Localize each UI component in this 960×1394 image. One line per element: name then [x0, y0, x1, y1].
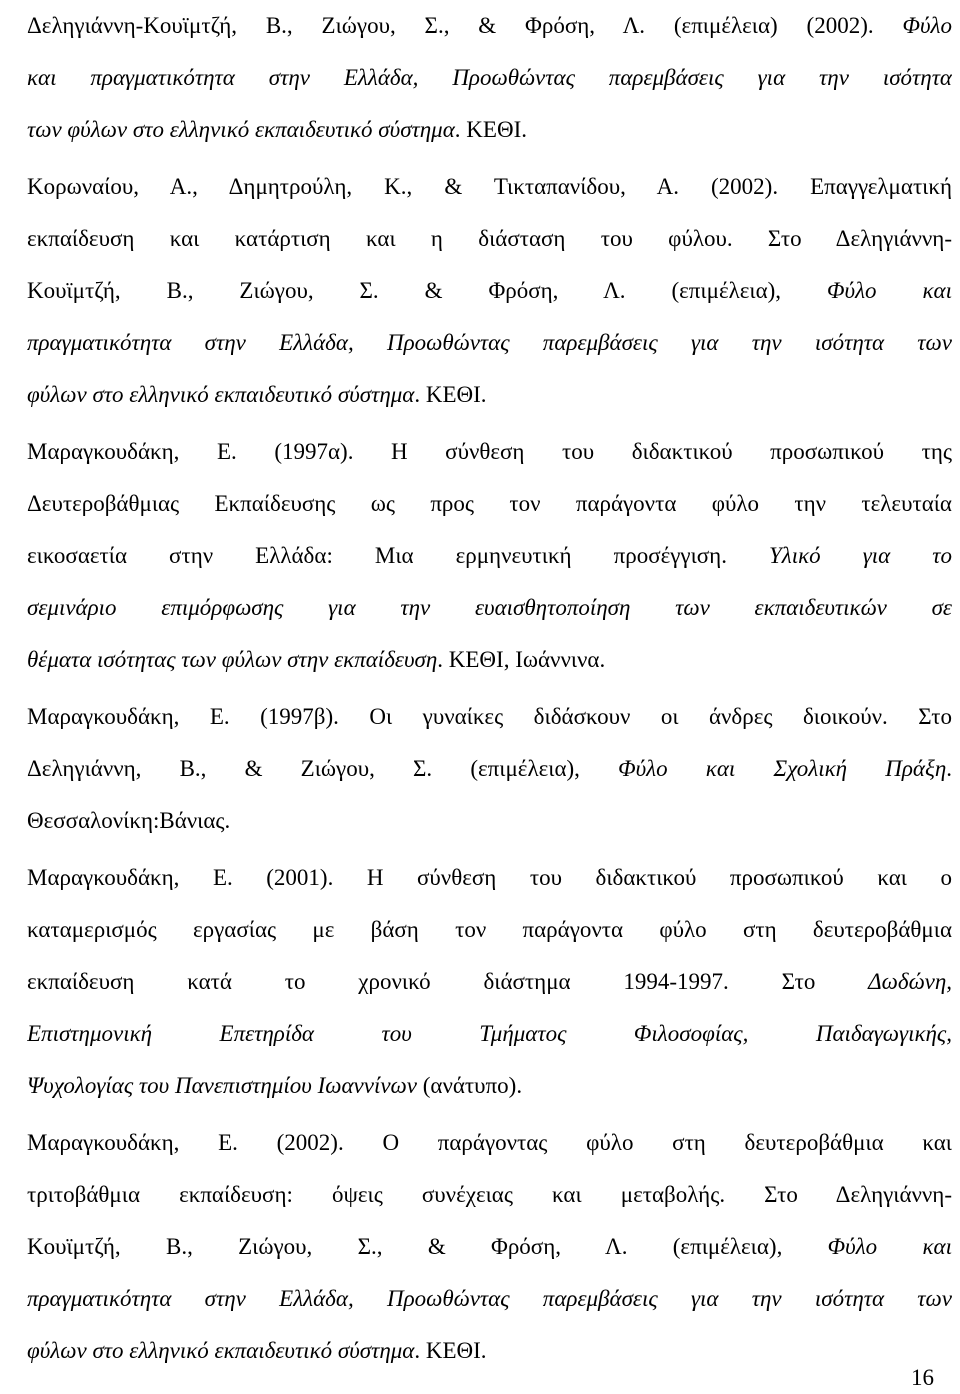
- italic-text: φύλων στο ελληνικό εκπαιδευτικό σύστημα: [27, 382, 415, 407]
- text-segment: (ανάτυπο).: [417, 1073, 523, 1098]
- italic-text: Ψυχολογίας του Πανεπιστημίου Ιωαννίνων: [27, 1073, 418, 1098]
- italic-text: Φύλο: [902, 13, 952, 38]
- italic-text: Δωδώνη,: [868, 969, 952, 994]
- reference-line: [27, 317, 952, 369]
- text-segment: Δεληγιάννη, Β., & Ζιώγου, Σ. (επιμέλεια),: [27, 756, 619, 781]
- text-segment: Θεσσαλονίκη:Βάνιας.: [27, 808, 231, 833]
- reference-line: [27, 904, 952, 956]
- italic-text: Φύλο και: [827, 278, 952, 303]
- reference-line: [27, 161, 952, 213]
- reference-line: [27, 743, 952, 795]
- reference-entry: [27, 1117, 952, 1377]
- text-segment: εκπαίδευση κατά το χρονικό διάστημα 1994-1997. Στο: [27, 969, 869, 994]
- italic-text: σεμινάριο επιμόρφωσης για την ευαισθητοποίηση των εκπαιδευτικών σε: [27, 595, 952, 620]
- reference-list: [27, 0, 952, 1377]
- reference-line: [27, 1117, 952, 1169]
- text-segment: Κουϊμτζή, Β., Ζιώγου, Σ., & Φρόση, Λ. (επιμέλεια),: [27, 1234, 828, 1259]
- reference-entry: [27, 691, 952, 847]
- text-segment: Δευτεροβάθμιας Εκπαίδευσης ως προς τον παράγοντα φύλο την τελευταία: [27, 491, 952, 516]
- text-segment: τριτοβάθμια εκπαίδευση: όψεις συνέχειας και μεταβολής. Στο Δεληγιάννη-: [27, 1182, 952, 1207]
- reference-line: [27, 1060, 952, 1112]
- italic-text: Υλικό για το: [768, 543, 952, 568]
- text-segment: Κουϊμτζή, Β., Ζιώγου, Σ. & Φρόση, Λ. (επιμέλεια),: [27, 278, 828, 303]
- text-segment: Μαραγκουδάκη, Ε. (1997α). Η σύνθεση του διδακτικού προσωπικού της: [27, 439, 952, 464]
- reference-line: [27, 52, 952, 104]
- reference-entry: [27, 161, 952, 421]
- text-segment: εικοσαετία στην Ελλάδα: Μια ερμηνευτική προσέγγιση.: [27, 543, 769, 568]
- reference-line: [27, 795, 952, 847]
- italic-text: πραγματικότητα στην Ελλάδα, Προωθώντας παρεμβάσεις για την ισότητα των: [27, 330, 952, 355]
- reference-line: [27, 1008, 952, 1060]
- reference-line: [27, 530, 952, 582]
- italic-text: και πραγματικότητα στην Ελλάδα, Προωθώντας παρεμβάσεις για την ισότητα: [27, 65, 952, 90]
- text-segment: . ΚΕΘΙ, Ιωάννινα.: [437, 647, 606, 672]
- reference-line: [27, 956, 952, 1008]
- text-segment: Κορωναίου, Α., Δημητρούλη, Κ., & Τικταπανίδου, Α. (2002). Επαγγελματική: [27, 174, 952, 199]
- text-segment: Μαραγκουδάκη, Ε. (2002). Ο παράγοντας φύλο στη δευτεροβάθμια και: [27, 1130, 952, 1155]
- italic-text: Φύλο και: [827, 1234, 952, 1259]
- italic-text: θέματα ισότητας των φύλων στην εκπαίδευση: [27, 647, 438, 672]
- italic-text: των φύλων στο ελληνικό εκπαιδευτικό σύστημα: [27, 117, 455, 142]
- reference-line: [27, 1273, 952, 1325]
- text-segment: Μαραγκουδάκη, Ε. (2001). Η σύνθεση του διδακτικού προσωπικού και ο: [27, 865, 952, 890]
- reference-line: [27, 852, 952, 904]
- reference-line: [27, 426, 952, 478]
- text-segment: Μαραγκουδάκη, Ε. (1997β). Οι γυναίκες διδάσκουν οι άνδρες διοικούν. Στο: [27, 704, 952, 729]
- italic-text: Επιστημονική Επετηρίδα του Τμήματος Φιλοσοφίας, Παιδαγωγικής,: [27, 1021, 952, 1046]
- text-segment: εκπαίδευση και κατάρτιση και η διάσταση του φύλου. Στο Δεληγιάννη-: [27, 226, 952, 251]
- text-segment: .: [946, 756, 952, 781]
- reference-line: [27, 582, 952, 634]
- reference-line: [27, 691, 952, 743]
- page-number: 16: [911, 1365, 934, 1390]
- italic-text: Φύλο και Σχολική Πράξη: [618, 756, 947, 781]
- reference-entry: [27, 426, 952, 686]
- italic-text: πραγματικότητα στην Ελλάδα, Προωθώντας παρεμβάσεις για την ισότητα των: [27, 1286, 952, 1311]
- text-segment: καταμερισμός εργασίας με βάση τον παράγοντα φύλο στη δευτεροβάθμια: [27, 917, 952, 942]
- reference-line: [27, 0, 952, 52]
- reference-line: [27, 369, 952, 421]
- reference-line: [27, 1325, 952, 1377]
- reference-line: [27, 634, 952, 686]
- reference-entry: [27, 0, 952, 156]
- text-segment: . ΚΕΘΙ.: [414, 1338, 487, 1363]
- reference-line: [27, 213, 952, 265]
- reference-line: [27, 265, 952, 317]
- text-segment: . ΚΕΘΙ.: [454, 117, 527, 142]
- italic-text: φύλων στο ελληνικό εκπαιδευτικό σύστημα: [27, 1338, 415, 1363]
- text-segment: . ΚΕΘΙ.: [414, 382, 487, 407]
- reference-line: [27, 1169, 952, 1221]
- reference-line: [27, 104, 952, 156]
- reference-entry: [27, 852, 952, 1112]
- text-segment: Δεληγιάννη-Κουϊμτζή, Β., Ζιώγου, Σ., & Φρόση, Λ. (επιμέλεια) (2002).: [27, 13, 903, 38]
- reference-line: [27, 1221, 952, 1273]
- reference-line: [27, 478, 952, 530]
